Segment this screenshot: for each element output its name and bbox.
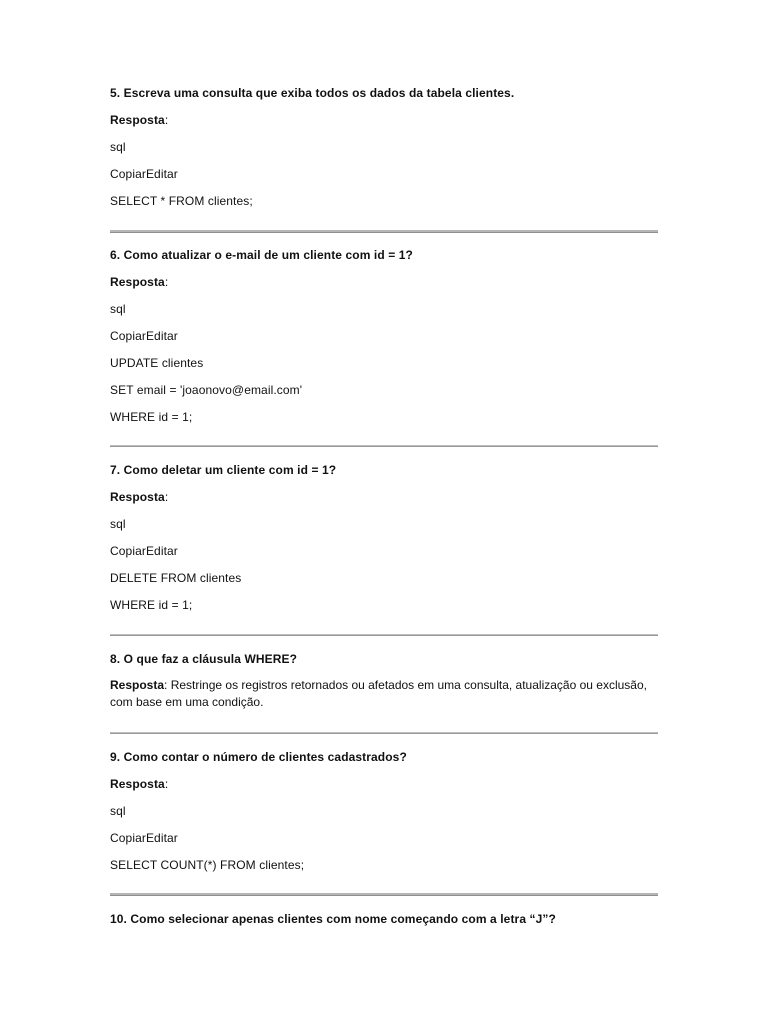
answer-text-8: : Restringe os registros retornados ou afetados em uma consulta, atualização ou exclusão, com base em uma condição. (110, 678, 647, 709)
code-language-5: sql (110, 140, 126, 154)
code-line-7-2: WHERE id = 1; (110, 598, 193, 612)
answer-label-6: Resposta: (110, 275, 169, 289)
question-10: 10. Como selecionar apenas clientes com nome começando com a letra “J”? (110, 912, 556, 926)
question-7: 7. Como deletar um cliente com id = 1? (110, 463, 337, 477)
copy-edit-label-6: CopiarEditar (110, 329, 178, 343)
section-divider (110, 445, 658, 447)
answer-label: Resposta (110, 275, 165, 289)
section-divider (110, 893, 658, 896)
code-line-6-3: WHERE id = 1; (110, 410, 193, 424)
answer-label: Resposta (110, 777, 165, 791)
answer-label: Resposta (110, 490, 165, 504)
section-divider (110, 732, 658, 734)
question-9: 9. Como contar o número de clientes cadastrados? (110, 750, 407, 764)
question-8: 8. O que faz a cláusula WHERE? (110, 652, 298, 666)
copy-edit-label-7: CopiarEditar (110, 544, 178, 558)
answer-paragraph-8 (110, 677, 658, 711)
answer-label: Resposta (110, 113, 165, 127)
question-6: 6. Como atualizar o e-mail de um cliente com id = 1? (110, 248, 413, 262)
section-divider (110, 634, 658, 636)
code-line-6-1: UPDATE clientes (110, 356, 204, 370)
answer-label: Resposta (110, 678, 165, 692)
copy-edit-label-9: CopiarEditar (110, 831, 178, 845)
answer-label-5: Resposta: (110, 113, 169, 127)
code-line-5-1: SELECT * FROM clientes; (110, 194, 253, 208)
answer-label-7: Resposta: (110, 490, 169, 504)
code-line-9-1: SELECT COUNT(*) FROM clientes; (110, 858, 305, 872)
code-language-9: sql (110, 804, 126, 818)
code-line-6-2: SET email = 'joaonovo@email.com' (110, 383, 303, 397)
section-divider (110, 230, 658, 233)
code-language-7: sql (110, 517, 126, 531)
answer-label-9: Resposta: (110, 777, 169, 791)
question-5: 5. Escreva uma consulta que exiba todos os dados da tabela clientes. (110, 86, 515, 100)
code-language-6: sql (110, 302, 126, 316)
code-line-7-1: DELETE FROM clientes (110, 571, 242, 585)
copy-edit-label-5: CopiarEditar (110, 167, 178, 181)
